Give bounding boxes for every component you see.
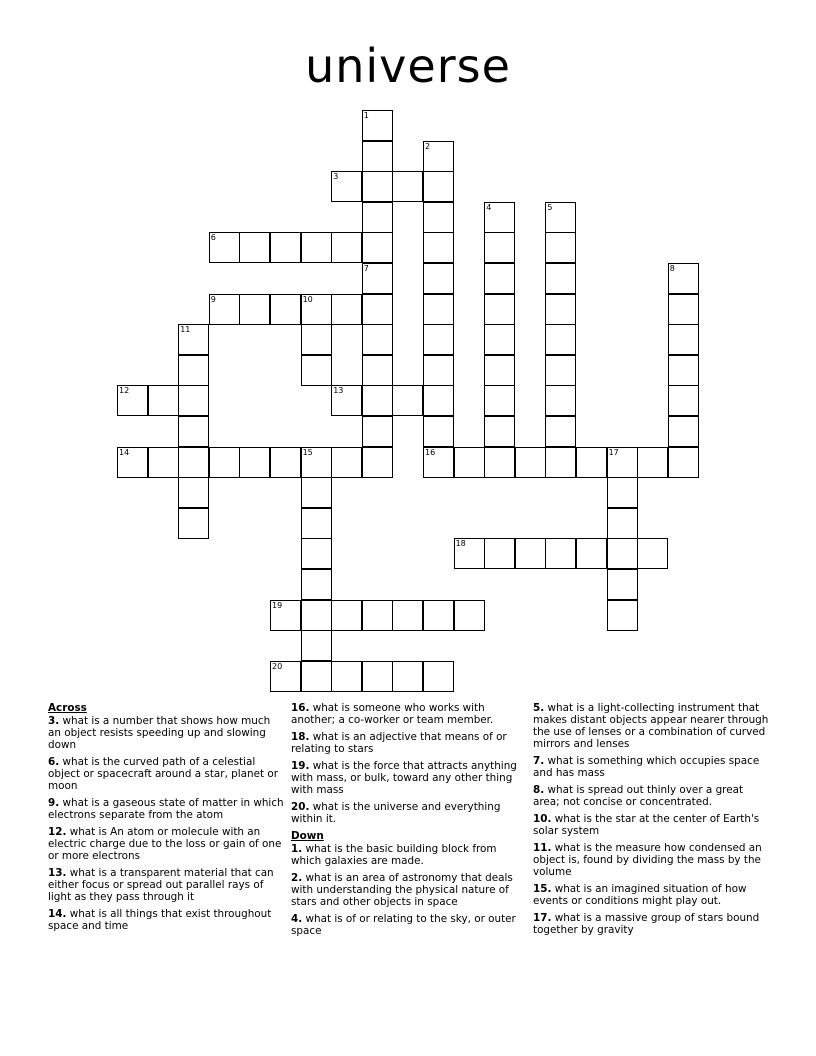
grid-cell[interactable] [362,600,393,631]
down-clue [533,842,771,878]
grid-cell[interactable] [484,232,515,263]
across-clue [48,797,284,821]
grid-cell[interactable] [668,355,699,386]
across-clue [291,801,523,825]
clue-label: 4. [291,913,303,925]
grid-cell[interactable] [362,661,393,692]
clue-label: 16. [291,702,310,714]
clue-text: what is an imagined situation of how events or conditions might play out. [533,883,747,907]
grid-cell[interactable] [301,324,332,355]
grid-cell[interactable] [545,385,576,416]
across-clue [291,731,523,755]
grid-cell[interactable] [362,202,393,233]
clue-text: what is the measure how condensed an object is, found by dividing the mass by the volume [533,842,762,878]
grid-cell[interactable] [270,447,301,478]
grid-cell[interactable] [392,600,423,631]
down-clue [291,843,523,867]
clue-label: 5. [533,702,545,714]
grid-cell[interactable] [117,385,148,416]
grid-cell[interactable] [362,385,393,416]
clue-number: 18 [455,539,466,549]
clue-text: what is something which occupies space and has mass [533,755,760,779]
across-clue [48,756,284,792]
puzzle-title: universe [305,39,511,93]
clue-label: 8. [533,784,545,796]
grid-cell[interactable] [331,385,362,416]
clue-number: 13 [333,386,344,396]
grid-cell[interactable] [545,355,576,386]
clue-label: 14. [48,908,67,920]
grid-cell[interactable] [607,477,638,508]
clue-label: 1. [291,843,303,855]
grid-cell[interactable] [484,202,515,233]
grid-cell[interactable] [454,538,485,569]
grid-cell[interactable] [576,538,607,569]
grid-cell[interactable] [392,171,423,202]
clue-text: what is a light-collecting instrument that makes distant objects appear nearer through the use of lenses or a combination of curved mirrors and lenses [533,702,769,750]
grid-cell[interactable] [270,600,301,631]
grid-cell[interactable] [301,661,332,692]
grid-cell[interactable] [668,294,699,325]
grid-cell[interactable] [239,447,270,478]
grid-cell[interactable] [423,661,454,692]
grid-cell[interactable] [576,447,607,478]
across-clue-list [48,715,284,932]
clue-label: 7. [533,755,545,767]
across-clue [291,702,523,726]
grid-cell[interactable] [423,232,454,263]
grid-cell[interactable] [668,385,699,416]
clue-number: 14 [119,447,130,457]
grid-cell[interactable] [239,232,270,263]
across-clue [48,867,284,903]
clue-text: what is a transparent material that can either focus or spread out parallel rays of light as they pass through it [48,867,274,903]
clue-number: 9 [210,294,216,304]
grid-cell[interactable] [607,569,638,600]
grid-cell[interactable] [668,324,699,355]
clue-number: 12 [119,386,130,396]
clue-label: 6. [48,756,60,768]
grid-cell[interactable] [515,538,546,569]
grid-cell[interactable] [607,447,638,478]
grid-cell[interactable] [301,355,332,386]
grid-cell[interactable] [362,447,393,478]
grid-cell[interactable] [331,294,362,325]
down-clue [533,883,771,907]
grid-cell[interactable] [270,294,301,325]
grid-cell[interactable] [209,232,240,263]
clue-label: 19. [291,760,310,772]
grid-cell[interactable] [178,416,209,447]
grid-cell[interactable] [301,508,332,539]
clue-number: 17 [608,447,619,457]
grid-cell[interactable] [331,447,362,478]
grid-cell[interactable] [484,447,515,478]
grid-cell[interactable] [423,355,454,386]
grid-cell[interactable] [301,569,332,600]
down-clue [533,813,771,837]
clue-number: 11 [180,325,191,335]
grid-cell[interactable] [178,355,209,386]
grid-cell[interactable] [545,538,576,569]
clue-label: 15. [533,883,552,895]
grid-cell[interactable] [637,447,668,478]
grid-cell[interactable] [423,447,454,478]
grid-cell[interactable] [545,202,576,233]
across-clue [48,826,284,862]
clue-text: what is the star at the center of Earth's solar system [533,813,760,837]
clue-text: what is An atom or molecule with an electric charge due to the loss or gain of one or more electrons [48,826,282,862]
grid-cell[interactable] [545,263,576,294]
clue-text: what is the curved path of a celestial object or spacecraft around a star, planet or moon [48,756,279,792]
clue-label: 13. [48,867,67,879]
clue-text: what is spread out thinly over a great area; not concise or concentrated. [533,784,744,808]
grid-cell[interactable] [637,538,668,569]
grid-cell[interactable] [301,600,332,631]
grid-cell[interactable] [178,477,209,508]
clue-number: 1 [363,111,369,120]
down-clue-list [291,843,523,937]
clue-number: 6 [210,233,216,243]
clue-label: 9. [48,797,60,809]
grid-cell[interactable] [668,447,699,478]
clue-number: 2 [425,141,431,151]
grid-cell[interactable] [178,447,209,478]
grid-cell[interactable] [392,661,423,692]
grid-cell[interactable] [484,385,515,416]
down-clue [533,755,771,779]
grid-cell[interactable] [301,232,332,263]
clue-label: 18. [291,731,310,743]
grid-cell[interactable] [484,263,515,294]
clue-number: 20 [272,661,283,671]
grid-cell[interactable] [668,263,699,294]
grid-cell[interactable] [209,447,240,478]
clue-number: 3 [333,172,339,182]
down-clue [291,913,523,937]
grid-cell[interactable] [392,385,423,416]
grid-cell[interactable] [362,110,393,141]
grid-cell[interactable] [362,141,393,172]
grid-cell[interactable] [178,385,209,416]
grid-cell[interactable] [423,202,454,233]
grid-cell[interactable] [331,171,362,202]
grid-cell[interactable] [545,324,576,355]
grid-cell[interactable] [545,232,576,263]
grid-cell[interactable] [423,385,454,416]
clue-label: 17. [533,912,552,924]
grid-cell[interactable] [545,416,576,447]
down-clue [533,784,771,808]
across-clue-list-continued [291,702,523,825]
down-clue [291,872,523,908]
grid-cell[interactable] [362,355,393,386]
clue-label: 3. [48,715,60,727]
grid-cell[interactable] [362,171,393,202]
grid-cell[interactable] [607,600,638,631]
across-clue [48,715,284,751]
clue-label: 20. [291,801,310,813]
grid-cell[interactable] [239,294,270,325]
across-clue [291,760,523,796]
clue-number: 4 [486,202,492,212]
clue-text: what is an adjective that means of or relating to stars [291,731,507,755]
grid-cell[interactable] [454,447,485,478]
grid-cell[interactable] [331,232,362,263]
grid-cell[interactable] [270,661,301,692]
grid-cell[interactable] [484,294,515,325]
grid-cell[interactable] [607,538,638,569]
across-clue [48,908,284,932]
down-clue-list-continued [533,702,771,936]
clue-text: what is all things that exist throughout space and time [48,908,272,932]
clues-column-3 [533,702,771,941]
clue-text: what is an area of astronomy that deals with understanding the physical nature of stars and other objects in space [291,872,513,908]
grid-cell[interactable] [545,447,576,478]
grid-cell[interactable] [301,294,332,325]
grid-cell[interactable] [668,416,699,447]
grid-cell[interactable] [484,538,515,569]
grid-cell[interactable] [178,508,209,539]
clue-number: 10 [302,294,313,304]
down-clue [533,702,771,750]
grid-cell[interactable] [423,600,454,631]
grid-cell[interactable] [270,232,301,263]
clue-text: what is the basic building block from which galaxies are made. [291,843,497,867]
grid-cell[interactable] [454,600,485,631]
grid-cell[interactable] [423,141,454,172]
grid-cell[interactable] [331,600,362,631]
clue-text: what is a massive group of stars bound together by gravity [533,912,760,936]
clue-number: 5 [547,202,553,212]
clue-number: 15 [302,447,313,457]
clue-number: 8 [669,264,675,273]
grid-cell[interactable] [117,447,148,478]
grid-cell[interactable] [301,630,332,661]
grid-cell[interactable] [484,355,515,386]
clue-number: 7 [363,264,369,273]
down-clue [533,912,771,936]
grid-cell[interactable] [607,508,638,539]
clue-label: 2. [291,872,303,884]
grid-cell[interactable] [362,263,393,294]
grid-cell[interactable] [423,263,454,294]
grid-cell[interactable] [484,416,515,447]
grid-cell[interactable] [423,171,454,202]
grid-cell[interactable] [148,385,179,416]
grid-cell[interactable] [362,416,393,447]
clues-column-2 [291,702,523,942]
clue-text: what is a number that shows how much an object resists speeding up and slowing down [48,715,271,751]
down-heading: Down [291,830,324,842]
grid-cell[interactable] [362,294,393,325]
grid-cell[interactable] [301,477,332,508]
grid-cell[interactable] [362,232,393,263]
grid-cell[interactable] [423,416,454,447]
clue-text: what is of or relating to the sky, or outer space [291,913,516,937]
clue-text: what is someone who works with another; a co-worker or team member. [291,702,494,726]
clue-text: what is a gaseous state of matter in which electrons separate from the atom [48,797,284,821]
clue-text: what is the force that attracts anything with mass, or bulk, toward any other thing with mass [291,760,517,796]
grid-cell[interactable] [423,294,454,325]
clue-number: 16 [425,447,436,457]
clues-column-1 [48,702,284,937]
clue-text: what is the universe and everything within it. [291,801,501,825]
clue-label: 11. [533,842,552,854]
clue-number: 19 [272,600,283,610]
grid-cell[interactable] [178,324,209,355]
clue-label: 10. [533,813,552,825]
grid-cell[interactable] [301,538,332,569]
across-heading: Across [48,702,87,714]
grid-cell[interactable] [362,324,393,355]
grid-cell[interactable] [484,324,515,355]
grid-cell[interactable] [301,447,332,478]
grid-cell[interactable] [515,447,546,478]
grid-cell[interactable] [545,294,576,325]
grid-cell[interactable] [148,447,179,478]
grid-cell[interactable] [423,324,454,355]
grid-cell[interactable] [209,294,240,325]
clue-label: 12. [48,826,67,838]
grid-cell[interactable] [331,661,362,692]
